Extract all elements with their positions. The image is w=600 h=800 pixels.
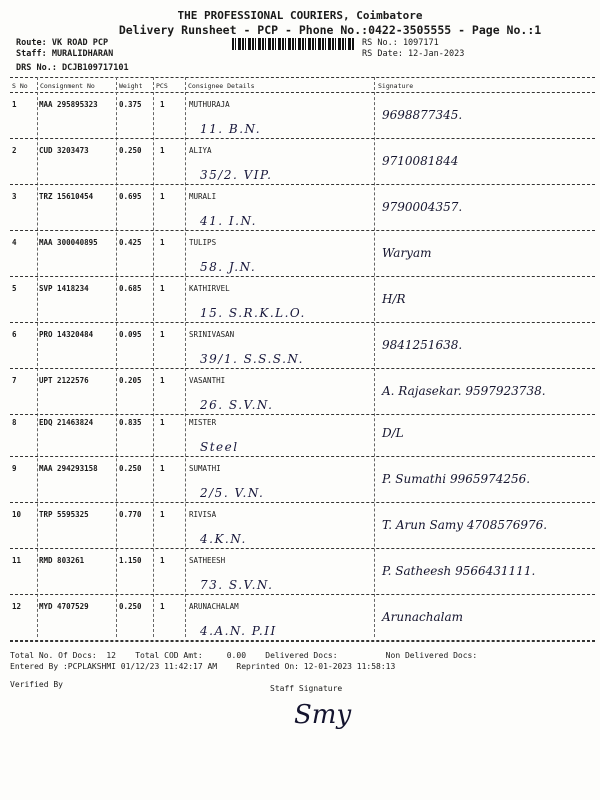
row-consignment: TRZ 15610454 bbox=[39, 192, 94, 201]
col-divider bbox=[116, 77, 117, 637]
row-weight: 0.250 bbox=[119, 602, 142, 611]
row-consignee-name: SATHEESH bbox=[189, 556, 226, 565]
row-sno: 4 bbox=[12, 238, 17, 247]
col-divider bbox=[37, 77, 38, 637]
row-sno: 8 bbox=[12, 418, 17, 427]
row-consignment: UPT 2122576 bbox=[39, 376, 89, 385]
row-signature: P. Sumathi 9965974256. bbox=[382, 472, 531, 486]
row-divider bbox=[10, 414, 595, 415]
row-sno: 12 bbox=[12, 602, 22, 611]
drs-number: DRS No.: DCJB109717101 bbox=[16, 63, 129, 73]
row-consignee-name: MISTER bbox=[189, 418, 217, 427]
col-consignment: Consignment No bbox=[40, 82, 95, 90]
row-consignee-address: 58. J.N. bbox=[200, 260, 257, 274]
row-consignee-name: SRINIVASAN bbox=[189, 330, 235, 339]
row-pcs: 1 bbox=[160, 556, 165, 565]
row-divider bbox=[10, 594, 595, 595]
row-signature: A. Rajasekar. 9597923738. bbox=[382, 384, 546, 398]
row-consignee-address: 35/2. VIP. bbox=[200, 168, 273, 182]
row-consignee-address: 41. I.N. bbox=[200, 214, 257, 228]
col-sno: S No bbox=[12, 82, 28, 90]
row-consignment: TRP 5595325 bbox=[39, 510, 89, 519]
row-pcs: 1 bbox=[160, 192, 165, 201]
row-divider bbox=[10, 548, 595, 549]
row-weight: 0.685 bbox=[119, 284, 142, 293]
row-weight: 1.150 bbox=[119, 556, 142, 565]
rs-number: RS No.: 1097171 bbox=[362, 38, 439, 48]
row-sno: 11 bbox=[12, 556, 22, 565]
row-consignee-name: RIVISA bbox=[189, 510, 217, 519]
row-sno: 3 bbox=[12, 192, 17, 201]
staff-signature-label: Staff Signature bbox=[270, 684, 343, 693]
col-divider bbox=[374, 77, 375, 637]
row-weight: 0.250 bbox=[119, 146, 142, 155]
row-pcs: 1 bbox=[160, 330, 165, 339]
row-consignment: SVP 1418234 bbox=[39, 284, 89, 293]
row-consignee-name: TULIPS bbox=[189, 238, 217, 247]
row-weight: 0.695 bbox=[119, 192, 142, 201]
row-consignment: EDQ 21463824 bbox=[39, 418, 94, 427]
row-pcs: 1 bbox=[160, 146, 165, 155]
row-divider bbox=[10, 230, 595, 231]
col-signature: Signature bbox=[378, 82, 414, 90]
company-title: THE PROFESSIONAL COURIERS, Coimbatore bbox=[177, 9, 423, 22]
barcode bbox=[232, 38, 354, 50]
verified-by: Verified By bbox=[10, 680, 63, 689]
row-consignee-name: ARUNACHALAM bbox=[189, 602, 239, 611]
row-pcs: 1 bbox=[160, 418, 165, 427]
row-consignment: MAA 294293158 bbox=[39, 464, 98, 473]
row-weight: 0.835 bbox=[119, 418, 142, 427]
row-consignment: CUD 3203473 bbox=[39, 146, 89, 155]
row-signature: H/R bbox=[382, 292, 406, 306]
row-weight: 0.375 bbox=[119, 100, 142, 109]
row-consignment: RMD 803261 bbox=[39, 556, 85, 565]
row-divider bbox=[10, 138, 595, 139]
row-consignee-address: 39/1. S.S.S.N. bbox=[200, 352, 304, 366]
row-consignment: MAA 300040895 bbox=[39, 238, 98, 247]
header-rule-bottom bbox=[10, 92, 595, 93]
row-weight: 0.095 bbox=[119, 330, 142, 339]
header-rule-top bbox=[10, 77, 595, 78]
row-sno: 10 bbox=[12, 510, 22, 519]
row-sno: 6 bbox=[12, 330, 17, 339]
row-weight: 0.770 bbox=[119, 510, 142, 519]
row-consignee-name: SUMATHI bbox=[189, 464, 221, 473]
row-consignee-address: 4.A.N. P.II bbox=[200, 624, 277, 638]
row-signature: D/L bbox=[382, 426, 404, 440]
col-pcs: PCS bbox=[156, 82, 168, 90]
staff-signature: Smy bbox=[294, 700, 352, 730]
staff: Staff: MURALIDHARAN bbox=[16, 49, 114, 59]
row-pcs: 1 bbox=[160, 602, 165, 611]
route: Route: VK ROAD PCP bbox=[16, 38, 109, 48]
footer-rule bbox=[10, 641, 595, 642]
row-divider bbox=[10, 368, 595, 369]
row-consignee-address: 4.K.N. bbox=[200, 532, 247, 546]
row-weight: 0.205 bbox=[119, 376, 142, 385]
row-signature: T. Arun Samy 4708576976. bbox=[382, 518, 548, 532]
row-sno: 7 bbox=[12, 376, 17, 385]
row-pcs: 1 bbox=[160, 376, 165, 385]
col-weight: Weight bbox=[119, 82, 143, 90]
row-consignee-address: 2/5. V.N. bbox=[200, 486, 265, 500]
row-signature: 9710081844 bbox=[382, 154, 459, 168]
row-signature: 9790004357. bbox=[382, 200, 463, 214]
runsheet-subtitle: Delivery Runsheet - PCP - Phone No.:0422-3505555 - Page No.:1 bbox=[118, 23, 542, 37]
entered-line: Entered By :PCPLAKSHMI 01/12/23 11:42:17 AM Reprinted On: 12-01-2023 11:58:13 bbox=[10, 662, 396, 671]
col-divider bbox=[153, 77, 154, 637]
row-weight: 0.425 bbox=[119, 238, 142, 247]
row-divider bbox=[10, 184, 595, 185]
row-consignee-name: KATHIRVEL bbox=[189, 284, 230, 293]
row-signature: 9698877345. bbox=[382, 108, 463, 122]
row-divider bbox=[10, 456, 595, 457]
row-consignee-name: ALIYA bbox=[189, 146, 212, 155]
row-divider bbox=[10, 502, 595, 503]
row-weight: 0.250 bbox=[119, 464, 142, 473]
row-sno: 2 bbox=[12, 146, 17, 155]
row-consignee-address: Steel bbox=[200, 440, 239, 454]
row-consignment: MAA 295895323 bbox=[39, 100, 98, 109]
row-signature: Waryam bbox=[382, 246, 432, 260]
totals-line: Total No. Of Docs: 12 Total COD Amt: 0.00 Delivered Docs: Non Delivered Docs: bbox=[10, 651, 478, 660]
row-consignee-address: 73. S.V.N. bbox=[200, 578, 274, 592]
col-divider bbox=[185, 77, 186, 637]
row-sno: 9 bbox=[12, 464, 17, 473]
row-consignee-address: 15. S.R.K.L.O. bbox=[200, 306, 306, 320]
row-pcs: 1 bbox=[160, 284, 165, 293]
row-sno: 1 bbox=[12, 100, 17, 109]
row-consignee-address: 26. S.V.N. bbox=[200, 398, 274, 412]
row-consignee-name: VASANTHI bbox=[189, 376, 226, 385]
row-pcs: 1 bbox=[160, 510, 165, 519]
row-consignment: MYD 4707529 bbox=[39, 602, 89, 611]
row-pcs: 1 bbox=[160, 100, 165, 109]
row-divider bbox=[10, 322, 595, 323]
col-consignee: Consignee Details bbox=[188, 82, 255, 90]
row-signature: P. Satheesh 9566431111. bbox=[382, 564, 536, 578]
row-consignee-name: MURALI bbox=[189, 192, 217, 201]
row-consignee-name: MUTHURAJA bbox=[189, 100, 230, 109]
row-signature: Arunachalam bbox=[382, 610, 463, 624]
row-signature: 9841251638. bbox=[382, 338, 463, 352]
row-sno: 5 bbox=[12, 284, 17, 293]
row-divider bbox=[10, 276, 595, 277]
row-consignee-address: 11. B.N. bbox=[200, 122, 262, 136]
row-consignment: PRO 14320484 bbox=[39, 330, 94, 339]
row-pcs: 1 bbox=[160, 464, 165, 473]
rs-date: RS Date: 12-Jan-2023 bbox=[362, 49, 465, 59]
row-pcs: 1 bbox=[160, 238, 165, 247]
